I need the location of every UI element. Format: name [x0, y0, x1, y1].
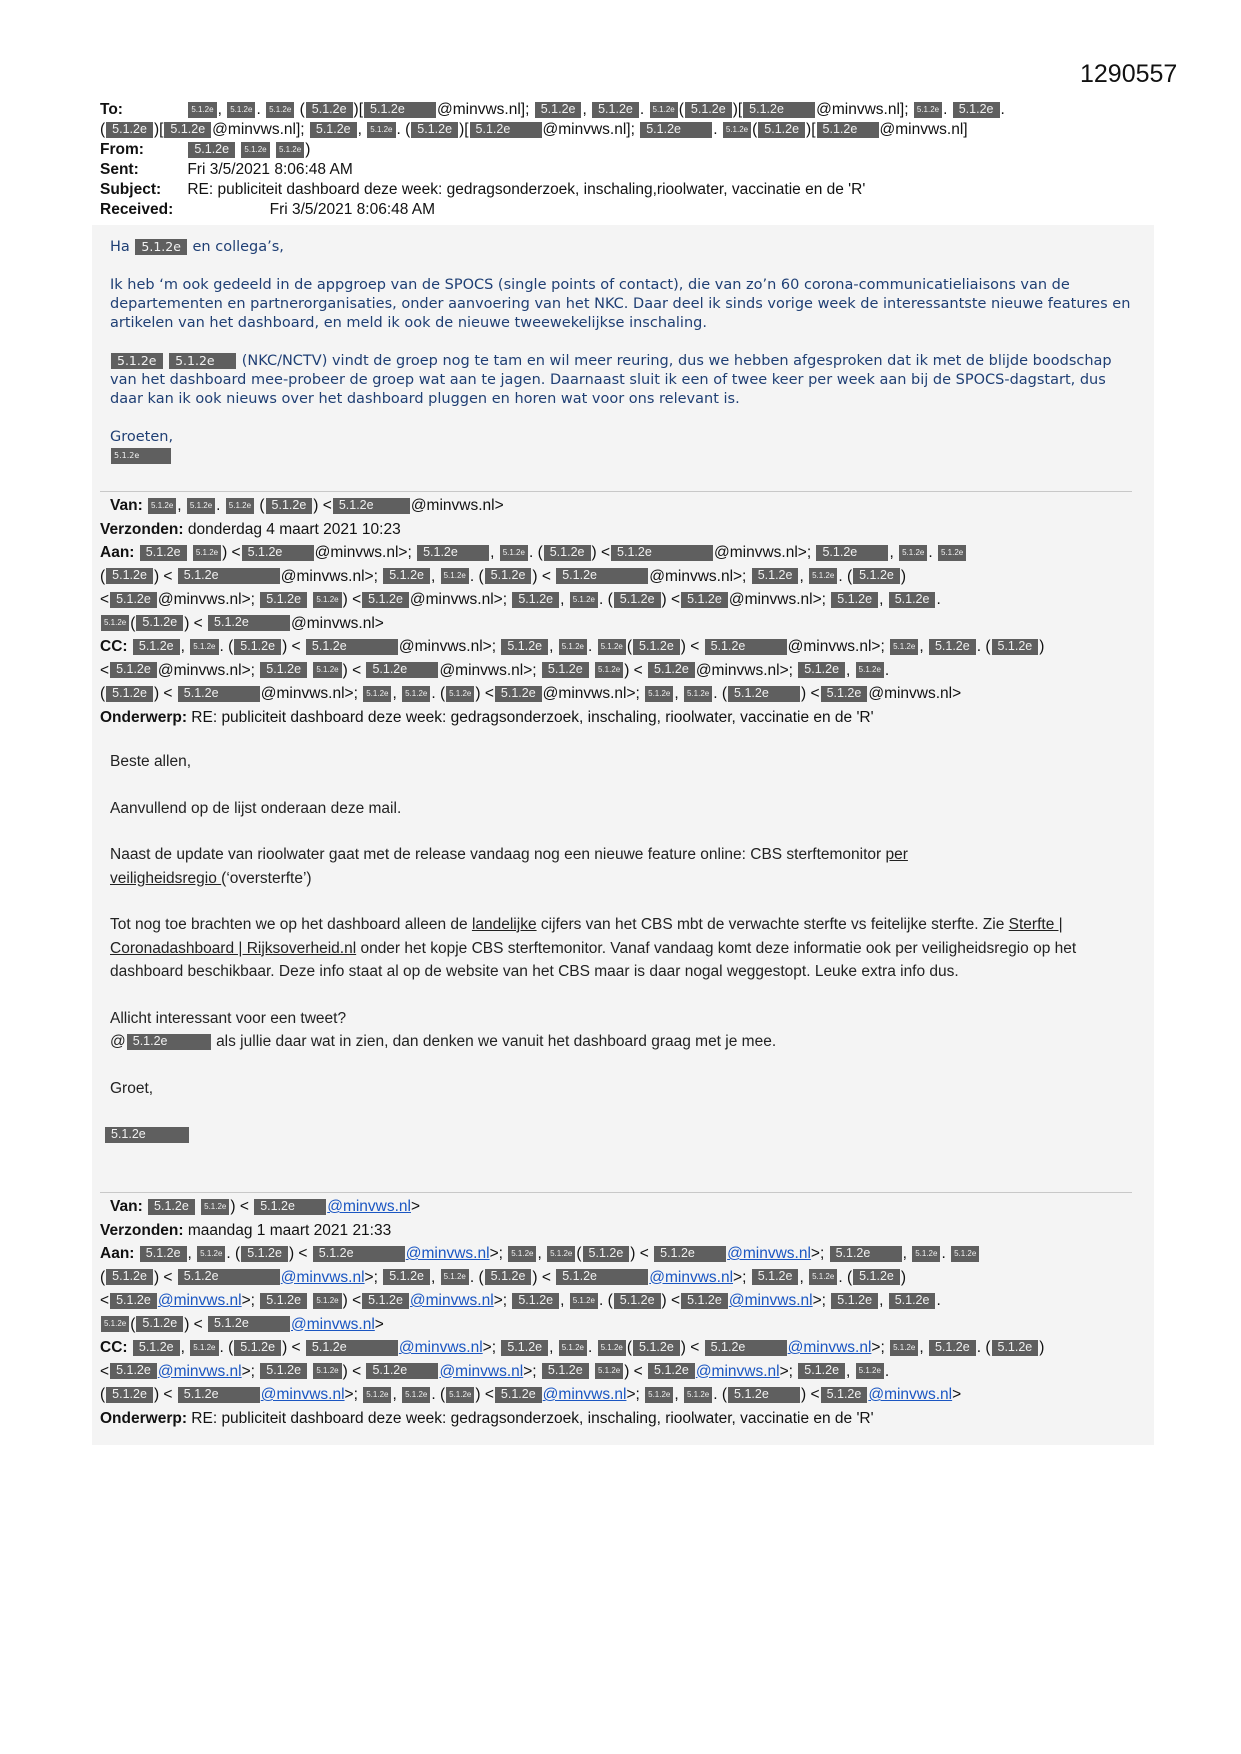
redaction: 5.1.2e	[201, 1199, 229, 1215]
redaction: 5.1.2e	[890, 639, 918, 655]
sent-label: Sent:	[100, 161, 139, 178]
redaction: 5.1.2e	[542, 1363, 589, 1379]
redaction: 5.1.2e	[135, 239, 187, 255]
to-row: To: 5.1.2e , 5.1.2e . 5.1.2e ( 5.1.2e )[ 5.1.2e @minvws.nl]; 5.1.2e , 5.1.2e . 5.1.2e ( 5.1.2e )[ 5.1.2e @minvws.nl]; 5.1.2e . 5.1.2e .	[100, 101, 1005, 118]
email-domain: @minvws.nl];	[437, 101, 530, 118]
redaction: 5.1.2e	[148, 498, 176, 514]
redaction: 5.1.2e	[633, 639, 680, 655]
redaction: 5.1.2e	[111, 353, 163, 369]
redaction: 5.1.2e	[889, 1293, 936, 1309]
redaction: 5.1.2e	[254, 1199, 326, 1215]
redaction: 5.1.2e	[226, 498, 254, 514]
redaction: 5.1.2e	[583, 1246, 630, 1262]
redaction: 5.1.2e	[595, 1363, 623, 1379]
redaction: 5.1.2e	[752, 568, 799, 584]
redaction: 5.1.2e	[728, 686, 800, 702]
redaction: 5.1.2e	[809, 568, 837, 584]
redaction: 5.1.2e	[364, 102, 436, 118]
received-value: Fri 3/5/2021 8:06:48 AM	[269, 201, 436, 218]
forwarded-mail-header: Van: 5.1.2e , 5.1.2e . 5.1.2e ( 5.1.2e ) < 5.1.2e @minvws.nl> Verzonden: donderdag 4 maart 2021 10:23 Aan: 5.1.2e 5.1.2e ) < 5.1.2e @minvws.nl>; 5.1.2e , 5.1.2e . ( 5.1.2e ) < 5.1.2e @minvws.nl>; 5.1.2e , 5.1.2e . 5.1.2e ( 5.1.2e ) < 5.1.2e @minvws.nl>; 5.1.2e , 5.1.2e . ( 5.1.2e ) < 5.1.2e @minvws.nl>; 5.1.2e , 5.1.2e . ( 5.1.2e ) < 5.1.2e @minvws.nl>; 5.1.2e 5.1.2e ) < 5.1.2e @minvws.nl>; 5.1.2e , 5.1.2e . ( 5.1.2e ) < 5.1.2e @minvws.nl>; 5.1.2e , 5.1.2e . 5.1.2e ( 5.1.2e ) < 5.1.2e @minvws.nl> CC: 5.1.2e , 5.1.2e . ( 5.1.2e ) < 5.1.2e @minvws.nl>; 5.1.2e , 5.1.2e . 5.1.2e ( 5.1.2e ) < 5.1.2e @minvws.nl>; 5.1.2e , 5.1.2e . ( 5.1.2e ) < 5.1.2e @minvws.nl>; 5.1.2e 5.1.2e ) < 5.1.2e @minvws.nl>; 5.1.2e 5.1.2e ) < 5.1.2e @minvws.nl>; 5.1.2e , 5.1.2e . ( 5.1.2e ) < 5.1.2e @minvws.nl>; 5.1.2e , 5.1.2e . ( 5.1.2e ) < 5.1.2e @minvws.nl>; 5.1.2e , 5.1.2e . ( 5.1.2e ) < 5.1.2e @minvws.nl> Onderwerp: RE: publiciteit dashboard deze week: gedragsonderzoek, inschaling, rioolwater, vaccinatie en de 'R'	[100, 497, 1045, 726]
redaction: 5.1.2e	[853, 1269, 900, 1285]
redaction: 5.1.2e	[992, 639, 1039, 655]
redaction: 5.1.2e	[106, 122, 153, 138]
email-link[interactable]: @minvws.nl	[291, 1315, 375, 1333]
redaction: 5.1.2e	[366, 1363, 438, 1379]
redaction: 5.1.2e	[654, 1246, 726, 1262]
redaction: 5.1.2e	[333, 498, 410, 514]
redaction: 5.1.2e	[640, 122, 712, 138]
redaction: 5.1.2e	[190, 639, 218, 655]
redaction: 5.1.2e	[178, 686, 260, 702]
redaction: 5.1.2e	[366, 662, 438, 678]
redaction: 5.1.2e	[798, 1363, 845, 1379]
redaction: 5.1.2e	[111, 448, 171, 464]
redaction: 5.1.2e	[260, 1293, 307, 1309]
redaction: 5.1.2e	[193, 545, 221, 561]
redaction: 5.1.2e	[705, 1340, 787, 1356]
redaction: 5.1.2e	[187, 498, 215, 514]
redaction: 5.1.2e	[544, 545, 591, 561]
redaction: 5.1.2e	[106, 1269, 153, 1285]
redaction: 5.1.2e	[912, 1246, 940, 1262]
redaction: 5.1.2e	[227, 102, 255, 118]
greeting: Beste allen,	[110, 753, 191, 770]
to-row-continued: ( 5.1.2e )[ 5.1.2e @minvws.nl]; 5.1.2e , 5.1.2e . ( 5.1.2e )[ 5.1.2e @minvws.nl]; 5.1.2e . 5.1.2e ( 5.1.2e )[ 5.1.2e @minvws.nl]	[100, 121, 968, 138]
paragraph: Tot nog toe brachten we op het dashboard alleen de landelijke cijfers van het CBS mbt de verwachte sterfte vs feitelijke sterfte. Zie Sterfte | Coronadashboard | Rijksoverheid.nl onder het kopje CBS sterftemonitor. Vanaf vandaag komt deze informatie ook per veiligheidsregio op het dashboard beschikbaar. Deze info staat al op de website van het CBS maar is daar nogal weggestopt. Leuke extra info dus.	[110, 916, 1077, 980]
email-link[interactable]: @minvws.nl	[727, 1245, 811, 1262]
reply-paragraph: Ik heb ‘m ook gedeeld in de appgroep van de SPOCS (single points of contact), die van zo’n 60 corona-communicatieliaisons van de departementen en partnerorganisaties, onder aanvoering van het NKC. Daar deel ik sinds vorige week de interessantste nieuwe features en artikelen van het dashboard, en meld ik ook de nieuwe tweewekelijkse inschaling.	[110, 277, 1131, 331]
redaction: 5.1.2e	[446, 1387, 474, 1403]
redaction: 5.1.2e	[633, 1340, 680, 1356]
redaction: 5.1.2e	[817, 122, 879, 138]
redaction: 5.1.2e	[547, 1246, 575, 1262]
email-link[interactable]: @minvws.nl	[157, 1362, 242, 1380]
subject-value: RE: publiciteit dashboard deze week: gedragsonderzoek, inschaling,rioolwater, vaccinatie en de 'R'	[187, 181, 866, 198]
redaction: 5.1.2e	[816, 545, 888, 561]
redaction: 5.1.2e	[417, 545, 489, 561]
redaction: 5.1.2e	[260, 662, 307, 678]
redaction: 5.1.2e	[306, 102, 353, 118]
redaction: 5.1.2e	[684, 686, 712, 702]
reply-closing: Groeten,	[110, 429, 174, 445]
redaction: 5.1.2e	[266, 498, 313, 514]
redaction: 5.1.2e	[188, 102, 216, 118]
received-label: Received:	[100, 201, 174, 218]
redaction: 5.1.2e	[508, 1246, 536, 1262]
paragraph: Naast de update van rioolwater gaat met de release vandaag nog een nieuwe feature online: CBS sterftemonitor per veiligheidsregio (‘oversterfte’)	[110, 846, 908, 887]
redaction: 5.1.2e	[363, 1387, 391, 1403]
redaction: 5.1.2e	[234, 1340, 281, 1356]
older-mail-header: Van: 5.1.2e 5.1.2e ) < 5.1.2e @minvws.nl> Verzonden: maandag 1 maart 2021 21:33 Aan: 5.1.2e , 5.1.2e . ( 5.1.2e ) < 5.1.2e @minvws.nl>; 5.1.2e , 5.1.2e ( 5.1.2e ) < 5.1.2e @minvws.nl>; 5.1.2e , 5.1.2e . 5.1.2e ( 5.1.2e ) < 5.1.2e @minvws.nl>; 5.1.2e , 5.1.2e . ( 5.1.2e ) < 5.1.2e @minvws.nl>; 5.1.2e , 5.1.2e . ( 5.1.2e ) < 5.1.2e @minvws.nl>; 5.1.2e 5.1.2e ) < 5.1.2e @minvws.nl>; 5.1.2e , 5.1.2e . ( 5.1.2e ) < 5.1.2e @minvws.nl>; 5.1.2e , 5.1.2e . 5.1.2e ( 5.1.2e ) < 5.1.2e @minvws.nl> CC: 5.1.2e , 5.1.2e . ( 5.1.2e ) < 5.1.2e @minvws.nl>; 5.1.2e , 5.1.2e . 5.1.2e ( 5.1.2e ) < 5.1.2e @minvws.nl>; 5.1.2e , 5.1.2e . ( 5.1.2e ) < 5.1.2e @minvws.nl>; 5.1.2e 5.1.2e ) < 5.1.2e @minvws.nl>; 5.1.2e 5.1.2e ) < 5.1.2e @minvws.nl>; 5.1.2e , 5.1.2e . ( 5.1.2e ) < 5.1.2e @minvws.nl>; 5.1.2e , 5.1.2e . ( 5.1.2e ) < 5.1.2e @minvws.nl>; 5.1.2e , 5.1.2e . ( 5.1.2e ) < 5.1.2e @minvws.nl> Onderwerp: RE: publiciteit dashboard deze week: gedragsonderzoek, inschaling, rioolwater, vaccinatie en de 'R'	[100, 1198, 1045, 1427]
redaction: 5.1.2e	[133, 639, 180, 655]
from-label: From:	[100, 141, 144, 158]
redaction: 5.1.2e	[306, 639, 398, 655]
closing: Groet,	[110, 1079, 154, 1097]
redaction: 5.1.2e	[951, 1246, 979, 1262]
reply-body	[110, 238, 1140, 466]
redaction: 5.1.2e	[890, 1340, 918, 1356]
redaction: 5.1.2e	[681, 592, 728, 608]
link[interactable]: per	[885, 846, 908, 863]
redaction: 5.1.2e	[260, 592, 307, 608]
email-domain: @minvws.nl];	[212, 121, 305, 138]
email-link[interactable]: @minvws.nl	[398, 1339, 483, 1356]
redaction: 5.1.2e	[110, 1363, 157, 1379]
redaction: 5.1.2e	[821, 1387, 868, 1403]
sterfte-link[interactable]: Sterfte | Coronadashboard | Rijksoverheid.nl	[110, 916, 1063, 957]
redaction: 5.1.2e	[592, 102, 639, 118]
redaction: 5.1.2e	[241, 1246, 288, 1262]
redaction: 5.1.2e	[853, 568, 900, 584]
redaction: 5.1.2e	[106, 1387, 153, 1403]
redaction: 5.1.2e	[106, 568, 153, 584]
redaction: 5.1.2e	[614, 1293, 661, 1309]
redaction: 5.1.2e	[470, 122, 542, 138]
link[interactable]: veiligheidsregio	[110, 869, 222, 887]
redaction: 5.1.2e	[441, 1269, 469, 1285]
email-link[interactable]: @minvws.nl	[695, 1362, 780, 1380]
redaction: 5.1.2e	[645, 686, 673, 702]
redaction: 5.1.2e	[101, 615, 129, 631]
redaction: 5.1.2e	[556, 1269, 648, 1285]
redaction: 5.1.2e	[140, 1246, 187, 1262]
redaction: 5.1.2e	[570, 1293, 598, 1309]
redaction: 5.1.2e	[110, 662, 157, 678]
redaction: 5.1.2e	[133, 1340, 180, 1356]
redaction: 5.1.2e	[402, 1387, 430, 1403]
redaction: 5.1.2e	[313, 1293, 341, 1309]
redaction: 5.1.2e	[953, 102, 1000, 118]
redaction: 5.1.2e	[190, 1340, 218, 1356]
redaction: 5.1.2e	[821, 686, 868, 702]
redaction: 5.1.2e	[197, 1246, 225, 1262]
sent-value: Fri 3/5/2021 8:06:48 AM	[187, 161, 353, 178]
document-number: 1290557	[1080, 60, 1178, 88]
redaction: 5.1.2e	[313, 1363, 341, 1379]
redaction: 5.1.2e	[929, 1340, 976, 1356]
redaction: 5.1.2e	[512, 592, 559, 608]
redaction: 5.1.2e	[383, 1269, 430, 1285]
email-link[interactable]: @minvws.nl	[157, 1292, 242, 1309]
redaction: 5.1.2e	[611, 545, 713, 561]
redaction: 5.1.2e	[648, 662, 695, 678]
subject-row	[100, 180, 1140, 200]
redaction: 5.1.2e	[650, 102, 678, 118]
reply-paragraph-2: 5.1.2e 5.1.2e (NKC/NCTV) vindt de groep nog te tam en wil meer reuring, dus we hebben afgesproken dat ik met de blijde boodschap van het dashboard mee-probeer de groep wat aan te jagen. Daarnaast sluit ik een of twee keer per week aan bij de SPOCS-dagstart, dus daar kan ik ook nieuws over het dashboard pluggen en horen wat voor ons relevant is.	[110, 353, 1112, 407]
redaction: 5.1.2e	[485, 1269, 532, 1285]
redaction: 5.1.2e	[684, 1387, 712, 1403]
redaction: 5.1.2e	[242, 545, 314, 561]
email-link[interactable]: @minvws.nl	[868, 1386, 953, 1403]
redaction: 5.1.2e	[501, 1340, 548, 1356]
from-row: From: 5.1.2e 5.1.2e 5.1.2e )	[100, 141, 311, 158]
redaction: 5.1.2e	[856, 1363, 884, 1379]
redaction: 5.1.2e	[889, 592, 936, 608]
redaction: 5.1.2e	[208, 615, 290, 631]
email-domain: @minvws.nl]	[879, 121, 968, 138]
email-link[interactable]: @minvws.nl	[787, 1339, 872, 1356]
redaction: 5.1.2e	[208, 1316, 290, 1332]
email-link[interactable]: @minvws.nl	[405, 1245, 490, 1262]
redaction: 5.1.2e	[367, 122, 395, 138]
redaction: 5.1.2e	[178, 568, 280, 584]
redaction: 5.1.2e	[542, 662, 589, 678]
redaction: 5.1.2e	[313, 1246, 405, 1262]
redaction: 5.1.2e	[446, 686, 474, 702]
redaction: 5.1.2e	[310, 122, 357, 138]
to-label: To:	[100, 101, 123, 118]
redaction: 5.1.2e	[136, 615, 183, 631]
reply-greeting: Ha 5.1.2e en collega’s,	[110, 239, 284, 255]
redaction: 5.1.2e	[313, 662, 341, 678]
redaction: 5.1.2e	[929, 639, 976, 655]
redaction: 5.1.2e	[856, 662, 884, 678]
redaction: 5.1.2e	[127, 1034, 211, 1050]
redaction: 5.1.2e	[831, 592, 878, 608]
redaction: 5.1.2e	[110, 1293, 157, 1309]
redaction: 5.1.2e	[809, 1269, 837, 1285]
email-link[interactable]: @minvws.nl	[280, 1268, 365, 1286]
redaction: 5.1.2e	[914, 102, 942, 118]
redaction: 5.1.2e	[101, 1316, 129, 1332]
redaction: 5.1.2e	[614, 592, 661, 608]
redaction: 5.1.2e	[363, 686, 391, 702]
email-domain: @minvws.nl];	[816, 101, 909, 118]
redaction: 5.1.2e	[313, 592, 341, 608]
redaction: 5.1.2e	[241, 142, 269, 158]
redaction: 5.1.2e	[169, 353, 236, 369]
redaction: 5.1.2e	[681, 1293, 728, 1309]
redaction: 5.1.2e	[188, 142, 235, 158]
redaction: 5.1.2e	[441, 568, 469, 584]
redaction: 5.1.2e	[570, 592, 598, 608]
redaction: 5.1.2e	[501, 639, 548, 655]
redaction: 5.1.2e	[402, 686, 430, 702]
email-link[interactable]: @minvws.nl	[327, 1198, 411, 1215]
redaction: 5.1.2e	[106, 686, 153, 702]
redaction: 5.1.2e	[798, 662, 845, 678]
separator	[100, 491, 1132, 492]
redaction: 5.1.2e	[411, 122, 458, 138]
redaction: 5.1.2e	[495, 1387, 542, 1403]
sent-row	[100, 160, 1140, 180]
redaction: 5.1.2e	[728, 1387, 800, 1403]
redaction: 5.1.2e	[535, 102, 582, 118]
paragraph: Aanvullend op de lijst onderaan deze mail.	[110, 799, 402, 817]
redaction: 5.1.2e	[723, 122, 751, 138]
redaction: 5.1.2e	[645, 1387, 673, 1403]
redaction: 5.1.2e	[758, 122, 805, 138]
email-link[interactable]: @minvws.nl	[542, 1386, 627, 1403]
redaction: 5.1.2e	[992, 1340, 1039, 1356]
redaction: 5.1.2e	[140, 545, 187, 561]
redaction: 5.1.2e	[595, 662, 623, 678]
redaction: 5.1.2e	[234, 639, 281, 655]
redaction: 5.1.2e	[148, 1199, 195, 1215]
redaction: 5.1.2e	[495, 686, 542, 702]
redaction: 5.1.2e	[831, 1293, 878, 1309]
redaction: 5.1.2e	[648, 1363, 695, 1379]
redaction: 5.1.2e	[178, 1269, 280, 1285]
email-link[interactable]: @minvws.nl	[409, 1292, 494, 1309]
redaction: 5.1.2e	[705, 639, 787, 655]
redaction: 5.1.2e	[178, 1387, 260, 1403]
redaction: 5.1.2e	[559, 639, 587, 655]
redaction: 5.1.2e	[830, 1246, 902, 1262]
redaction: 5.1.2e	[752, 1269, 799, 1285]
redaction: 5.1.2e	[685, 102, 732, 118]
redaction: 5.1.2e	[938, 545, 966, 561]
redaction: 5.1.2e	[559, 1340, 587, 1356]
redaction: 5.1.2e	[110, 592, 157, 608]
redaction: 5.1.2e	[362, 1293, 409, 1309]
separator	[100, 1192, 1132, 1193]
redaction: 5.1.2e	[598, 1340, 626, 1356]
redaction: 5.1.2e	[598, 639, 626, 655]
redaction: 5.1.2e	[276, 142, 304, 158]
email-header	[100, 100, 1140, 220]
redaction: 5.1.2e	[105, 1127, 189, 1143]
redaction: 5.1.2e	[899, 545, 927, 561]
redaction: 5.1.2e	[485, 568, 532, 584]
redaction: 5.1.2e	[164, 122, 211, 138]
redaction: 5.1.2e	[383, 568, 430, 584]
redaction: 5.1.2e	[556, 568, 648, 584]
email-link[interactable]: @minvws.nl	[439, 1362, 524, 1380]
email-link[interactable]: @minvws.nl	[728, 1292, 813, 1309]
redaction: 5.1.2e	[512, 1293, 559, 1309]
redaction: 5.1.2e	[260, 1363, 307, 1379]
email-domain: @minvws.nl];	[542, 121, 635, 138]
email-link[interactable]: @minvws.nl	[649, 1268, 734, 1286]
redaction: 5.1.2e	[306, 1340, 398, 1356]
forwarded-mail-body	[110, 750, 1140, 1147]
received-row	[100, 200, 1140, 220]
redaction: 5.1.2e	[136, 1316, 183, 1332]
redaction: 5.1.2e	[743, 102, 815, 118]
redaction: 5.1.2e	[266, 102, 294, 118]
redaction: 5.1.2e	[500, 545, 528, 561]
paragraph: Allicht interessant voor een tweet? @ 5.1.2e als jullie daar wat in zien, dan denken we vanuit het dashboard graag met je mee.	[110, 1009, 777, 1050]
email-link[interactable]: @minvws.nl	[260, 1386, 345, 1403]
subject-label: Subject:	[100, 181, 162, 198]
redaction: 5.1.2e	[362, 592, 409, 608]
